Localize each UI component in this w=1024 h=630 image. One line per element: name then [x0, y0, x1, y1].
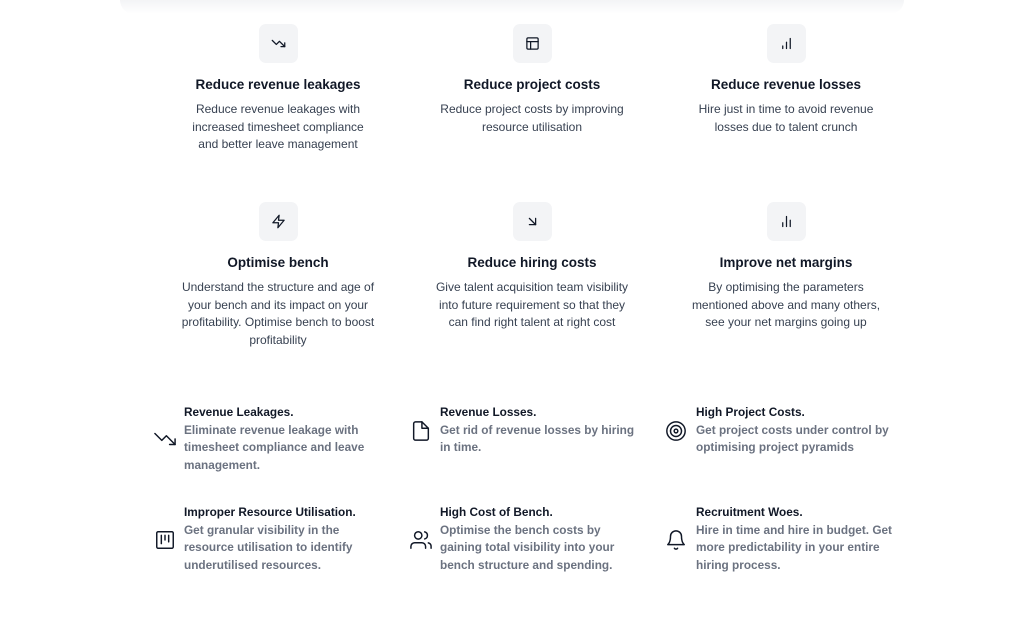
feature-description: Get project costs under control by optimising project pyramids — [696, 422, 889, 454]
feature-recruitment-woes — [665, 504, 897, 574]
card-reduce-revenue-losses — [688, 24, 884, 136]
top-section-fade — [120, 0, 904, 14]
card-title: Reduce revenue leakages — [195, 77, 361, 92]
kanban-icon — [154, 529, 176, 551]
card-description: Reduce project costs by improving resource utilisation — [440, 102, 624, 134]
feature-title: Recruitment Woes. — [696, 505, 803, 519]
feature-improper-resource-utilisation — [154, 504, 386, 574]
card-optimise-bench — [180, 202, 376, 349]
card-description: Reduce revenue leakages with increased timesheet compliance and better leave management — [192, 102, 364, 151]
card-description: Hire just in time to avoid revenue losses due to talent crunch — [698, 102, 874, 134]
users-icon — [410, 529, 432, 551]
feature-description: Get rid of revenue losses by hiring in time. — [440, 422, 635, 454]
card-title: Reduce project costs — [463, 77, 601, 92]
feature-description: Get granular visibility in the resource utilisation to identify underutilised resources. — [184, 522, 353, 572]
arrow-down-right-icon — [513, 202, 552, 241]
card-title: Reduce revenue losses — [710, 77, 862, 92]
card-description: Understand the structure and age of your bench and its impact on your profitability. Optimise bench to boost profitability — [181, 280, 375, 347]
layout-icon — [513, 24, 552, 63]
feature-title: Revenue Losses. — [440, 405, 537, 419]
card-title: Optimise bench — [227, 255, 329, 270]
feature-title: Revenue Leakages. — [184, 405, 294, 419]
card-title: Reduce hiring costs — [467, 255, 597, 270]
zap-icon — [259, 202, 298, 241]
card-reduce-project-costs — [434, 24, 630, 136]
bell-icon — [665, 529, 687, 551]
feature-high-cost-of-bench — [410, 504, 642, 574]
bar-chart-icon — [767, 202, 806, 241]
feature-description: Optimise the bench costs by gaining total visibility into your bench structure and spending. — [440, 522, 615, 572]
trending-down-icon — [154, 428, 176, 450]
feature-description: Eliminate revenue leakage with timesheet compliance and leave management. — [184, 422, 365, 472]
card-title: Improve net margins — [719, 255, 853, 270]
feature-title: High Project Costs. — [696, 405, 805, 419]
feature-revenue-losses — [410, 404, 642, 457]
feature-description: Hire in time and hire in budget. Get more predictability in your entire hiring process. — [696, 522, 892, 572]
feature-high-project-costs — [665, 404, 897, 457]
feature-revenue-leakages — [154, 404, 386, 474]
trending-down-icon — [259, 24, 298, 63]
card-description: By optimising the parameters mentioned above and many others, see your net margins going up — [691, 280, 881, 329]
card-description: Give talent acquisition team visibility into future requirement so that they can find right talent at right cost — [435, 280, 629, 329]
target-icon — [665, 420, 687, 442]
file-icon — [410, 420, 432, 442]
card-reduce-hiring-costs — [434, 202, 630, 332]
feature-title: High Cost of Bench. — [440, 505, 553, 519]
card-reduce-revenue-leakages — [180, 24, 376, 154]
feature-title: Improper Resource Utilisation. — [184, 505, 356, 519]
card-improve-net-margins — [688, 202, 884, 332]
bar-chart-icon — [767, 24, 806, 63]
